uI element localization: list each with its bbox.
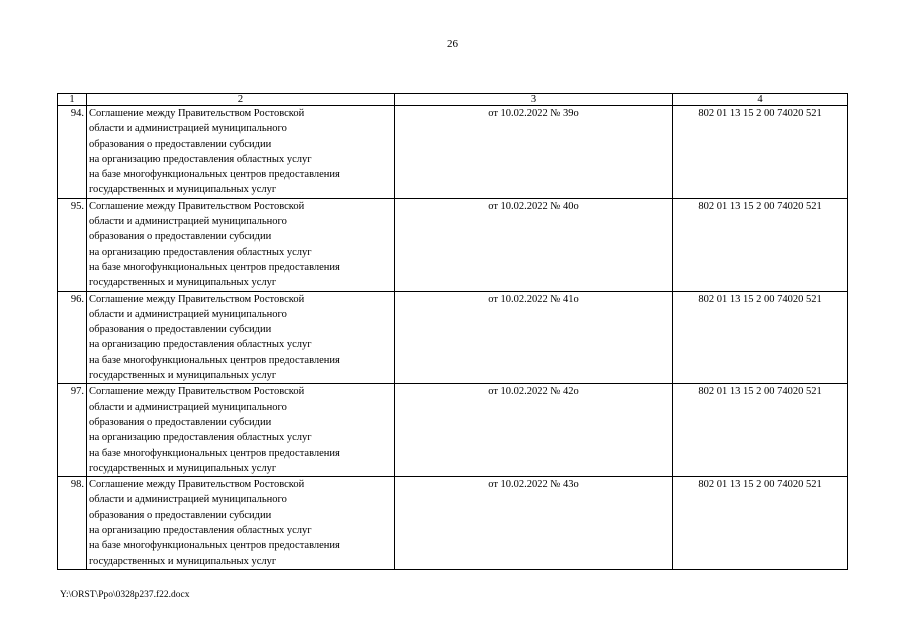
page-number: 26 [447, 38, 458, 50]
budget-classification-code: 802 01 13 15 2 00 74020 521 [673, 384, 848, 477]
agreement-name [87, 198, 395, 291]
agreement-name-line: на базе многофункциональных центров предоставления [89, 447, 340, 459]
agreement-name-line: Соглашение между Правительством Ростовской [89, 108, 305, 119]
row-number: 95. [58, 198, 87, 291]
budget-classification-code: 802 01 13 15 2 00 74020 521 [673, 291, 848, 384]
agreement-name-line: Соглашение между Правительством Ростовской [89, 293, 305, 305]
budget-classification-code: 802 01 13 15 2 00 74020 521 [673, 477, 848, 570]
agreement-date-number: от 10.02.2022 № 41о [395, 291, 673, 384]
agreement-name-line: области и администрацией муниципального [89, 401, 287, 413]
agreement-name-line: на организацию предоставления областных услуг [89, 153, 312, 165]
agreement-name-line: образования о предоставлении субсидии [89, 324, 272, 336]
agreement-name-line: на базе многофункциональных центров предоставления [89, 261, 340, 273]
budget-classification-code: 802 01 13 15 2 00 74020 521 [673, 198, 848, 291]
agreement-name-line: государственных и муниципальных услуг [89, 555, 277, 567]
agreement-name-line: государственных и муниципальных услуг [89, 462, 277, 474]
agreement-name-line: области и администрацией муниципального [89, 123, 287, 135]
agreement-date-number: от 10.02.2022 № 42о [395, 384, 673, 477]
agreement-name-line: Соглашение между Правительством Ростовской [89, 386, 305, 398]
column-header-3: 3 [395, 94, 673, 106]
agreement-name-line: области и администрацией муниципального [89, 494, 287, 506]
table-row [58, 198, 848, 291]
agreement-name [87, 384, 395, 477]
agreement-name-line: области и администрацией муниципального [89, 216, 287, 228]
agreement-name-line: на организацию предоставления областных услуг [89, 432, 312, 444]
agreement-name-line: на организацию предоставления областных услуг [89, 339, 312, 351]
agreement-name-line: области и администрацией муниципального [89, 308, 287, 320]
table-row [58, 384, 848, 477]
agreement-name-line: на организацию предоставления областных услуг [89, 246, 312, 258]
table-body [58, 106, 848, 570]
agreement-name-line: на базе многофункциональных центров предоставления [89, 354, 340, 366]
agreement-name-line: образования о предоставлении субсидии [89, 231, 272, 243]
agreement-name-line: государственных и муниципальных услуг [89, 370, 277, 382]
column-header-1: 1 [58, 94, 87, 106]
agreement-name-line: образования о предоставлении субсидии [89, 138, 272, 150]
agreement-name-line: Соглашение между Правительством Ростовской [89, 200, 305, 212]
agreement-name-line: образования о предоставлении субсидии [89, 416, 272, 428]
agreement-date-number: от 10.02.2022 № 40о [395, 198, 673, 291]
table-header-row [58, 94, 848, 106]
agreement-name [87, 106, 395, 199]
table-row [58, 106, 848, 199]
agreement-date-number: от 10.02.2022 № 39о [395, 106, 673, 199]
row-number: 98. [58, 477, 87, 570]
row-number: 94. [58, 106, 87, 199]
agreement-name-line: Соглашение между Правительством Ростовской [89, 479, 305, 491]
agreement-name-line: государственных и муниципальных услуг [89, 277, 277, 289]
column-header-2: 2 [87, 94, 395, 106]
file-path-footer: Y:\ORST\Ppo\0328p237.f22.docx [60, 590, 190, 600]
agreement-name-line: государственных и муниципальных услуг [89, 184, 277, 196]
budget-classification-code: 802 01 13 15 2 00 74020 521 [673, 106, 848, 199]
table-row [58, 477, 848, 570]
agreement-name [87, 477, 395, 570]
row-number: 96. [58, 291, 87, 384]
agreement-name [87, 291, 395, 384]
agreement-name-line: образования о предоставлении субсидии [89, 509, 272, 521]
agreement-name-line: на организацию предоставления областных услуг [89, 525, 312, 537]
agreement-name-line: на базе многофункциональных центров предоставления [89, 169, 340, 181]
agreement-date-number: от 10.02.2022 № 43о [395, 477, 673, 570]
row-number: 97. [58, 384, 87, 477]
table-row [58, 291, 848, 384]
column-header-4: 4 [673, 94, 848, 106]
agreement-name-line: на базе многофункциональных центров предоставления [89, 540, 340, 552]
agreements-table [57, 93, 848, 570]
